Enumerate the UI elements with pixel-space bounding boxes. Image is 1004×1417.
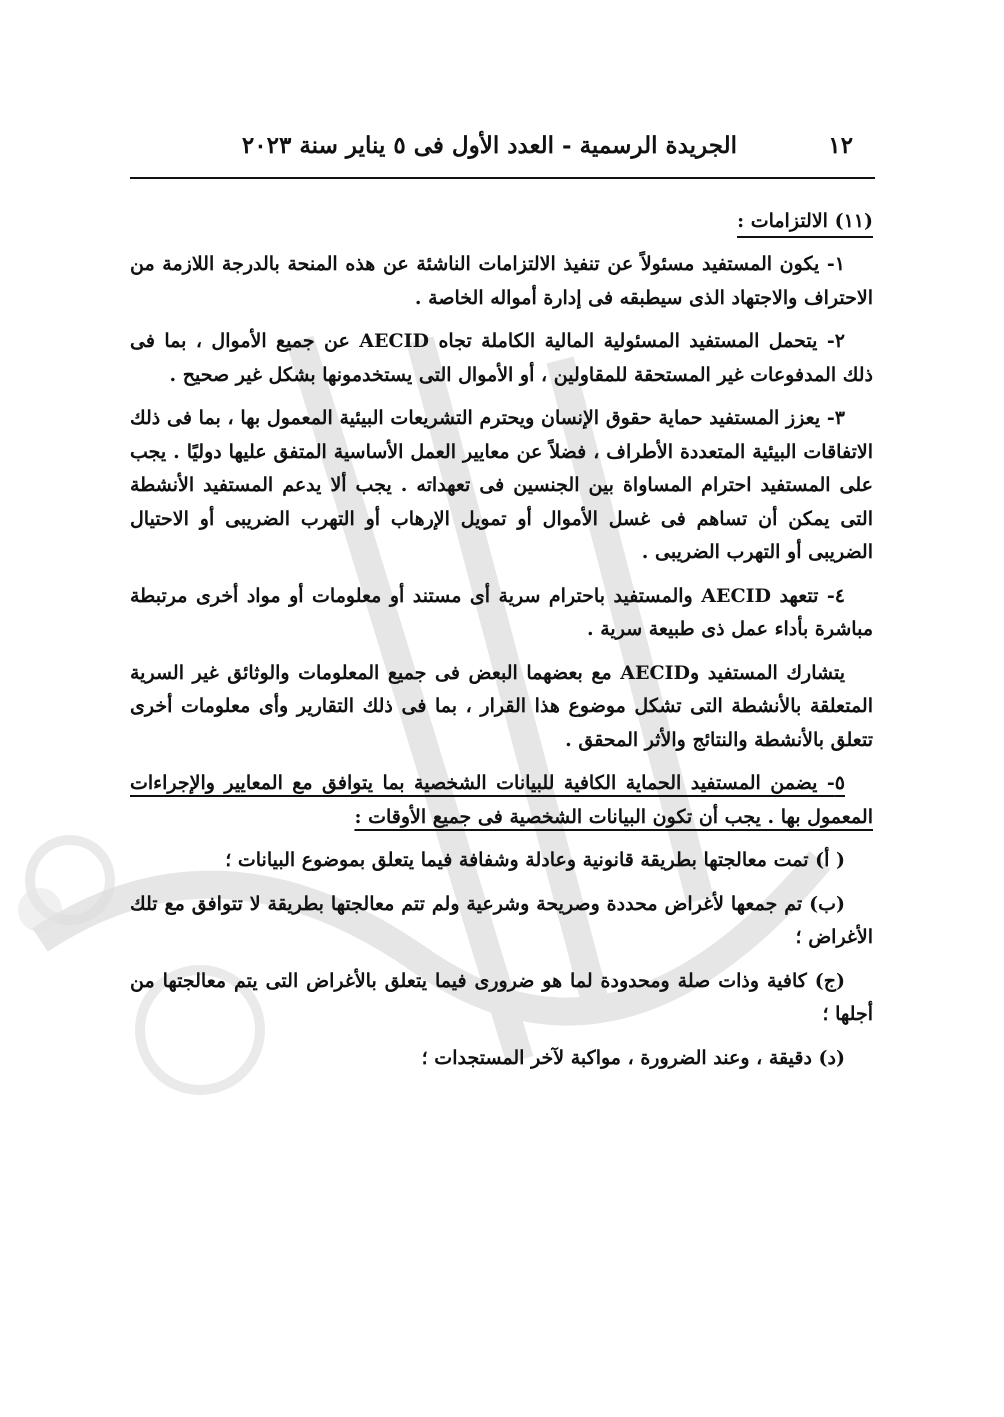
paragraph-2: ٢- يتحمل المستفيد المسئولية المالية الكاملة تجاه AECID عن جميع الأموال ، بما فى ذلك المدفوعات غير المستحقة للمقاولين ، أو الأموال التى يستخدمونها بشكل غير صحيح . [130,330,873,386]
paragraph-5: يتشارك المستفيد وAECID مع بعضهما البعض فى جميع المعلومات والوثائق غير السرية المتعلقة بالأنشطة التى تشكل موضوع هذا القرار ، بما فى ذلك التقارير وأى معلومات أخرى تتعلق بالأنشطة والنتائج والأثر المحقق . [130,661,873,751]
section-title: (١١) الالتزامات : [737,206,873,238]
list-item-a: ( أ) تمت معالجتها بطريقة قانونية وعادلة وشفافة فيما يتعلق بموضوع البيانات ؛ [225,849,845,871]
paragraph-4: ٤- تتعهد AECID والمستفيد باحترام سرية أى مستند أو معلومات أو مواد أخرى مرتبطة مباشرة بأداء عمل ذى طبيعة سرية . [130,584,873,640]
list-item-d: (د) دقيقة ، وعند الضرورة ، مواكبة لآخر المستجدات ؛ [421,1046,845,1069]
document-body [130,205,873,1085]
paragraph-6: ٥- يضمن المستفيد الحماية الكافية للبيانات الشخصية بما يتوافق مع المعايير والإجراءات المعمول بها . يجب أن تكون البيانات الشخصية فى جميع الأوقات : [130,772,873,828]
page-number: ١٢ [828,132,853,159]
paragraph-3: ٣- يعزز المستفيد حماية حقوق الإنسان ويحترم التشريعات البيئية المعمول بها ، بما فى ذلك الاتفاقات البيئية المتعددة الأطراف ، فضلاً عن معايير العمل الأساسية المتفق عليها دوليًا . يجب على المستفيد احترام المساواة بين الجنسين فى تعهداته . يجب ألا يدعم المستفيد الأنشطة التى يمكن أن تساهم فى غسل الأموال أو تمويل الإرهاب أو التهرب الضريبى أو الاحتيال الضريبى أو التهرب الضريبى . [130,407,873,563]
header-divider [130,177,875,179]
page-header [130,128,875,168]
gazette-title: الجريدة الرسمية - العدد الأول فى ٥ يناير سنة ٢٠٢٣ [241,132,737,159]
list-item-c: (ج) كافية وذات صلة ومحدودة لما هو ضرورى فيما يتعلق بالأغراض التى يتم معالجتها من أجلها ؛ [130,969,873,1025]
list-item-b: (ب) تم جمعها لأغراض محددة وصريحة وشرعية ولم تتم معالجتها بطريقة لا تتوافق مع تلك الأغراض ؛ [130,892,873,948]
paragraph-1: ١- يكون المستفيد مسئولاً عن تنفيذ الالتزامات الناشئة عن هذه المنحة بالدرجة اللازمة من الاحتراف والاجتهاد الذى سيطبقه فى إدارة أمواله الخاصة . [130,253,873,309]
